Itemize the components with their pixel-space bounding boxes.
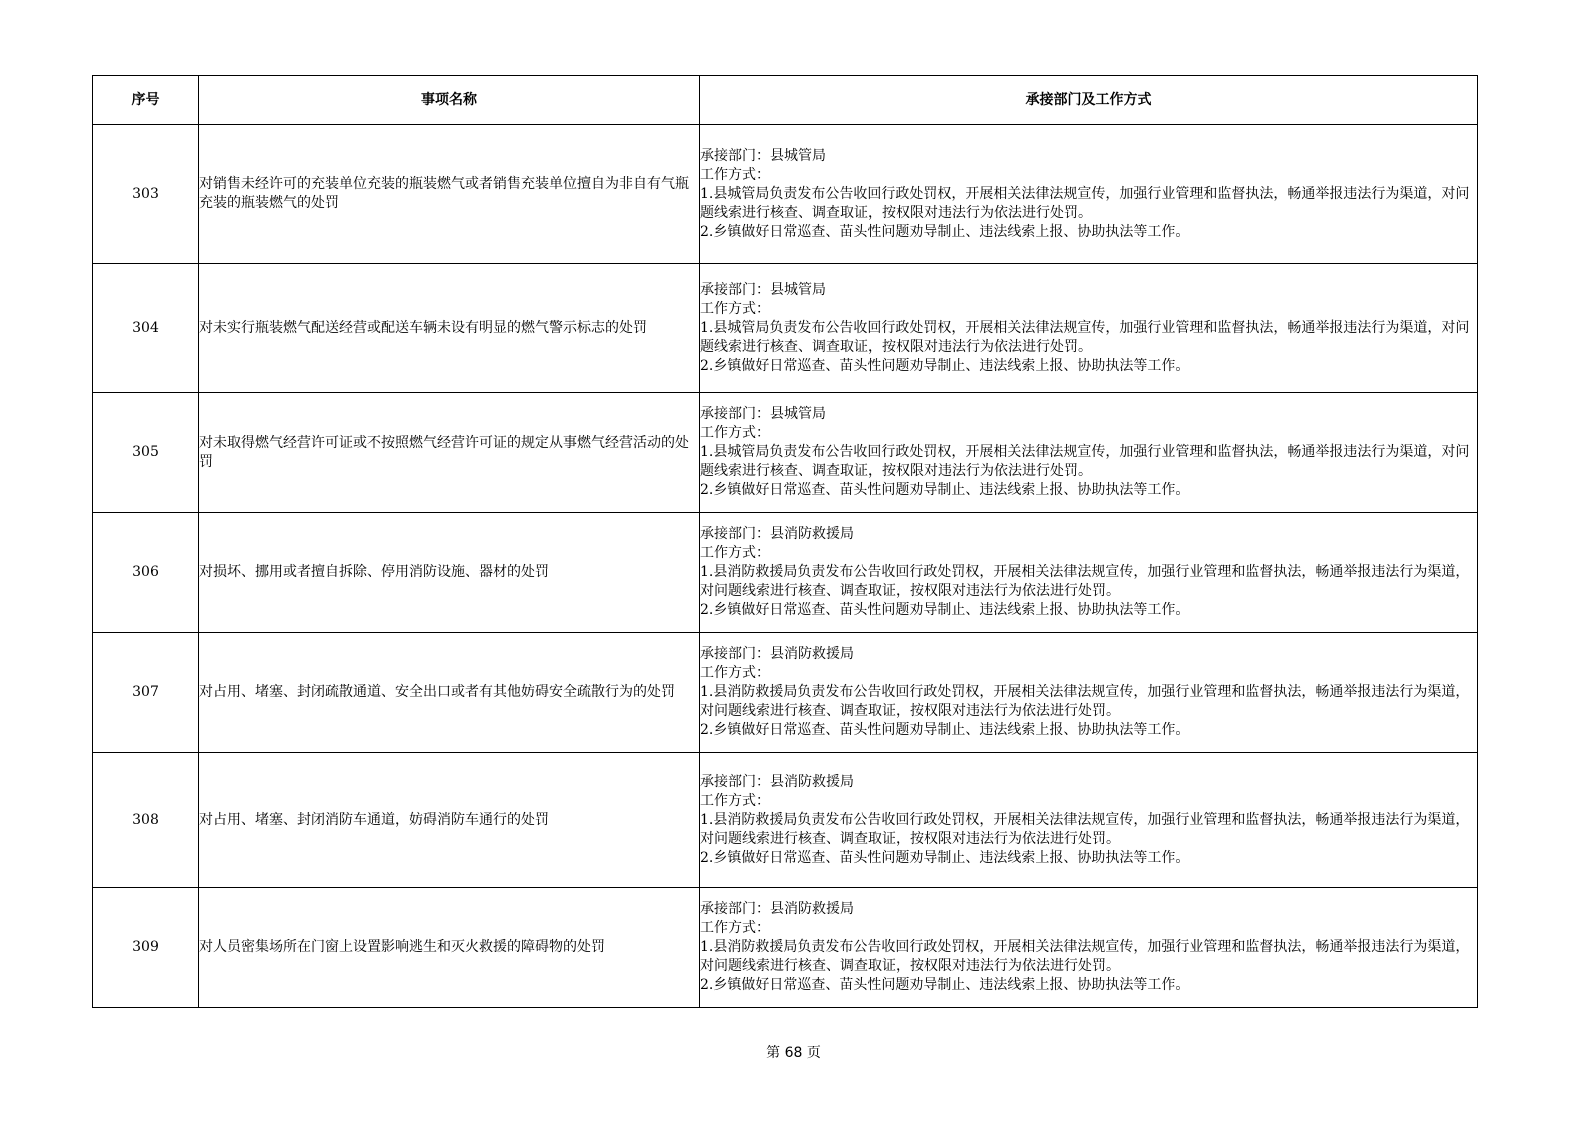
dept-line: 承接部门：县城管局 (700, 281, 826, 298)
row-item-name: 对占用、堵塞、封闭疏散通道、安全出口或者有其他妨碍安全疏散行为的处罚 (199, 633, 700, 753)
header-row (93, 76, 1478, 125)
table-row (93, 125, 1478, 264)
row-item-name: 对占用、堵塞、封闭消防车通道，妨碍消防车通行的处罚 (199, 753, 700, 888)
header-dept-method: 承接部门及工作方式 (700, 76, 1478, 125)
row-index: 307 (93, 633, 199, 753)
row-item-name: 对人员密集场所在门窗上设置影响逃生和灭火救援的障碍物的处罚 (199, 888, 700, 1008)
row-dept-method (700, 633, 1478, 753)
row-index: 308 (93, 753, 199, 888)
method-label: 工作方式： (700, 300, 770, 317)
step-2: 2.乡镇做好日常巡查、苗头性问题劝导制止、违法线索上报、协助执法等工作。 (700, 357, 1190, 374)
method-label: 工作方式： (700, 166, 770, 183)
dept-line: 承接部门：县城管局 (700, 147, 826, 164)
step-2: 2.乡镇做好日常巡查、苗头性问题劝导制止、违法线索上报、协助执法等工作。 (700, 977, 1190, 993)
page-number: 第 68 页 (766, 1045, 821, 1061)
step-2: 2.乡镇做好日常巡查、苗头性问题劝导制止、违法线索上报、协助执法等工作。 (700, 482, 1190, 498)
dept-line: 承接部门：县城管局 (700, 406, 826, 422)
method-label: 工作方式： (700, 665, 770, 681)
step-1: 1.县消防救援局负责发布公告收回行政处罚权，开展相关法律法规宣传，加强行业管理和监督执法，畅通举报违法行为渠道，对问题线索进行核查、调查取证，按权限对违法行为依法进行处罚。 (700, 811, 1470, 847)
dept-line: 承接部门：县消防救援局 (700, 646, 854, 662)
row-index: 305 (93, 393, 199, 513)
row-dept-method (700, 125, 1478, 264)
row-dept-method (700, 513, 1478, 633)
table-row (93, 513, 1478, 633)
step-2: 2.乡镇做好日常巡查、苗头性问题劝导制止、违法线索上报、协助执法等工作。 (700, 223, 1190, 240)
row-dept-method (700, 393, 1478, 513)
row-index: 303 (93, 125, 199, 264)
step-1: 1.县城管局负责发布公告收回行政处罚权，开展相关法律法规宣传，加强行业管理和监督执法，畅通举报违法行为渠道，对问题线索进行核查、调查取证，按权限对违法行为依法进行处罚。 (700, 444, 1470, 479)
step-1: 1.县消防救援局负责发布公告收回行政处罚权，开展相关法律法规宣传，加强行业管理和监督执法，畅通举报违法行为渠道，对问题线索进行核查、调查取证，按权限对违法行为依法进行处罚。 (700, 684, 1470, 719)
row-dept-method (700, 888, 1478, 1008)
row-index: 306 (93, 513, 199, 633)
row-item-name: 对损坏、挪用或者擅自拆除、停用消防设施、器材的处罚 (199, 513, 700, 633)
step-2: 2.乡镇做好日常巡查、苗头性问题劝导制止、违法线索上报、协助执法等工作。 (700, 849, 1190, 866)
row-item-name: 对未实行瓶装燃气配送经营或配送车辆未设有明显的燃气警示标志的处罚 (199, 264, 700, 393)
dept-line: 承接部门：县消防救援局 (700, 526, 854, 542)
method-label: 工作方式： (700, 792, 770, 809)
row-item-name: 对销售未经许可的充装单位充装的瓶装燃气或者销售充装单位擅自为非自有气瓶充装的瓶装燃气的处罚 (199, 125, 700, 264)
row-dept-method (700, 264, 1478, 393)
table-row (93, 753, 1478, 888)
step-1: 1.县消防救援局负责发布公告收回行政处罚权，开展相关法律法规宣传，加强行业管理和监督执法，畅通举报违法行为渠道，对问题线索进行核查、调查取证，按权限对违法行为依法进行处罚。 (700, 564, 1470, 599)
row-dept-method (700, 753, 1478, 888)
method-label: 工作方式： (700, 545, 770, 561)
header-index: 序号 (93, 76, 199, 125)
dept-line: 承接部门：县消防救援局 (700, 773, 854, 790)
step-1: 1.县城管局负责发布公告收回行政处罚权，开展相关法律法规宣传，加强行业管理和监督执法，畅通举报违法行为渠道，对问题线索进行核查、调查取证，按权限对违法行为依法进行处罚。 (700, 185, 1470, 221)
table-row (93, 393, 1478, 513)
step-1: 1.县城管局负责发布公告收回行政处罚权，开展相关法律法规宣传，加强行业管理和监督执法，畅通举报违法行为渠道，对问题线索进行核查、调查取证，按权限对违法行为依法进行处罚。 (700, 319, 1470, 355)
matters-table (92, 75, 1478, 1008)
dept-line: 承接部门：县消防救援局 (700, 901, 854, 917)
step-2: 2.乡镇做好日常巡查、苗头性问题劝导制止、违法线索上报、协助执法等工作。 (700, 602, 1190, 618)
row-index: 309 (93, 888, 199, 1008)
method-label: 工作方式： (700, 425, 770, 441)
step-1: 1.县消防救援局负责发布公告收回行政处罚权，开展相关法律法规宣传，加强行业管理和监督执法，畅通举报违法行为渠道，对问题线索进行核查、调查取证，按权限对违法行为依法进行处罚。 (700, 939, 1470, 974)
table-row (93, 264, 1478, 393)
table-row (93, 633, 1478, 753)
step-2: 2.乡镇做好日常巡查、苗头性问题劝导制止、违法线索上报、协助执法等工作。 (700, 722, 1190, 738)
header-item-name: 事项名称 (199, 76, 700, 125)
row-index: 304 (93, 264, 199, 393)
method-label: 工作方式： (700, 920, 770, 936)
row-item-name: 对未取得燃气经营许可证或不按照燃气经营许可证的规定从事燃气经营活动的处罚 (199, 393, 700, 513)
table-row (93, 888, 1478, 1008)
